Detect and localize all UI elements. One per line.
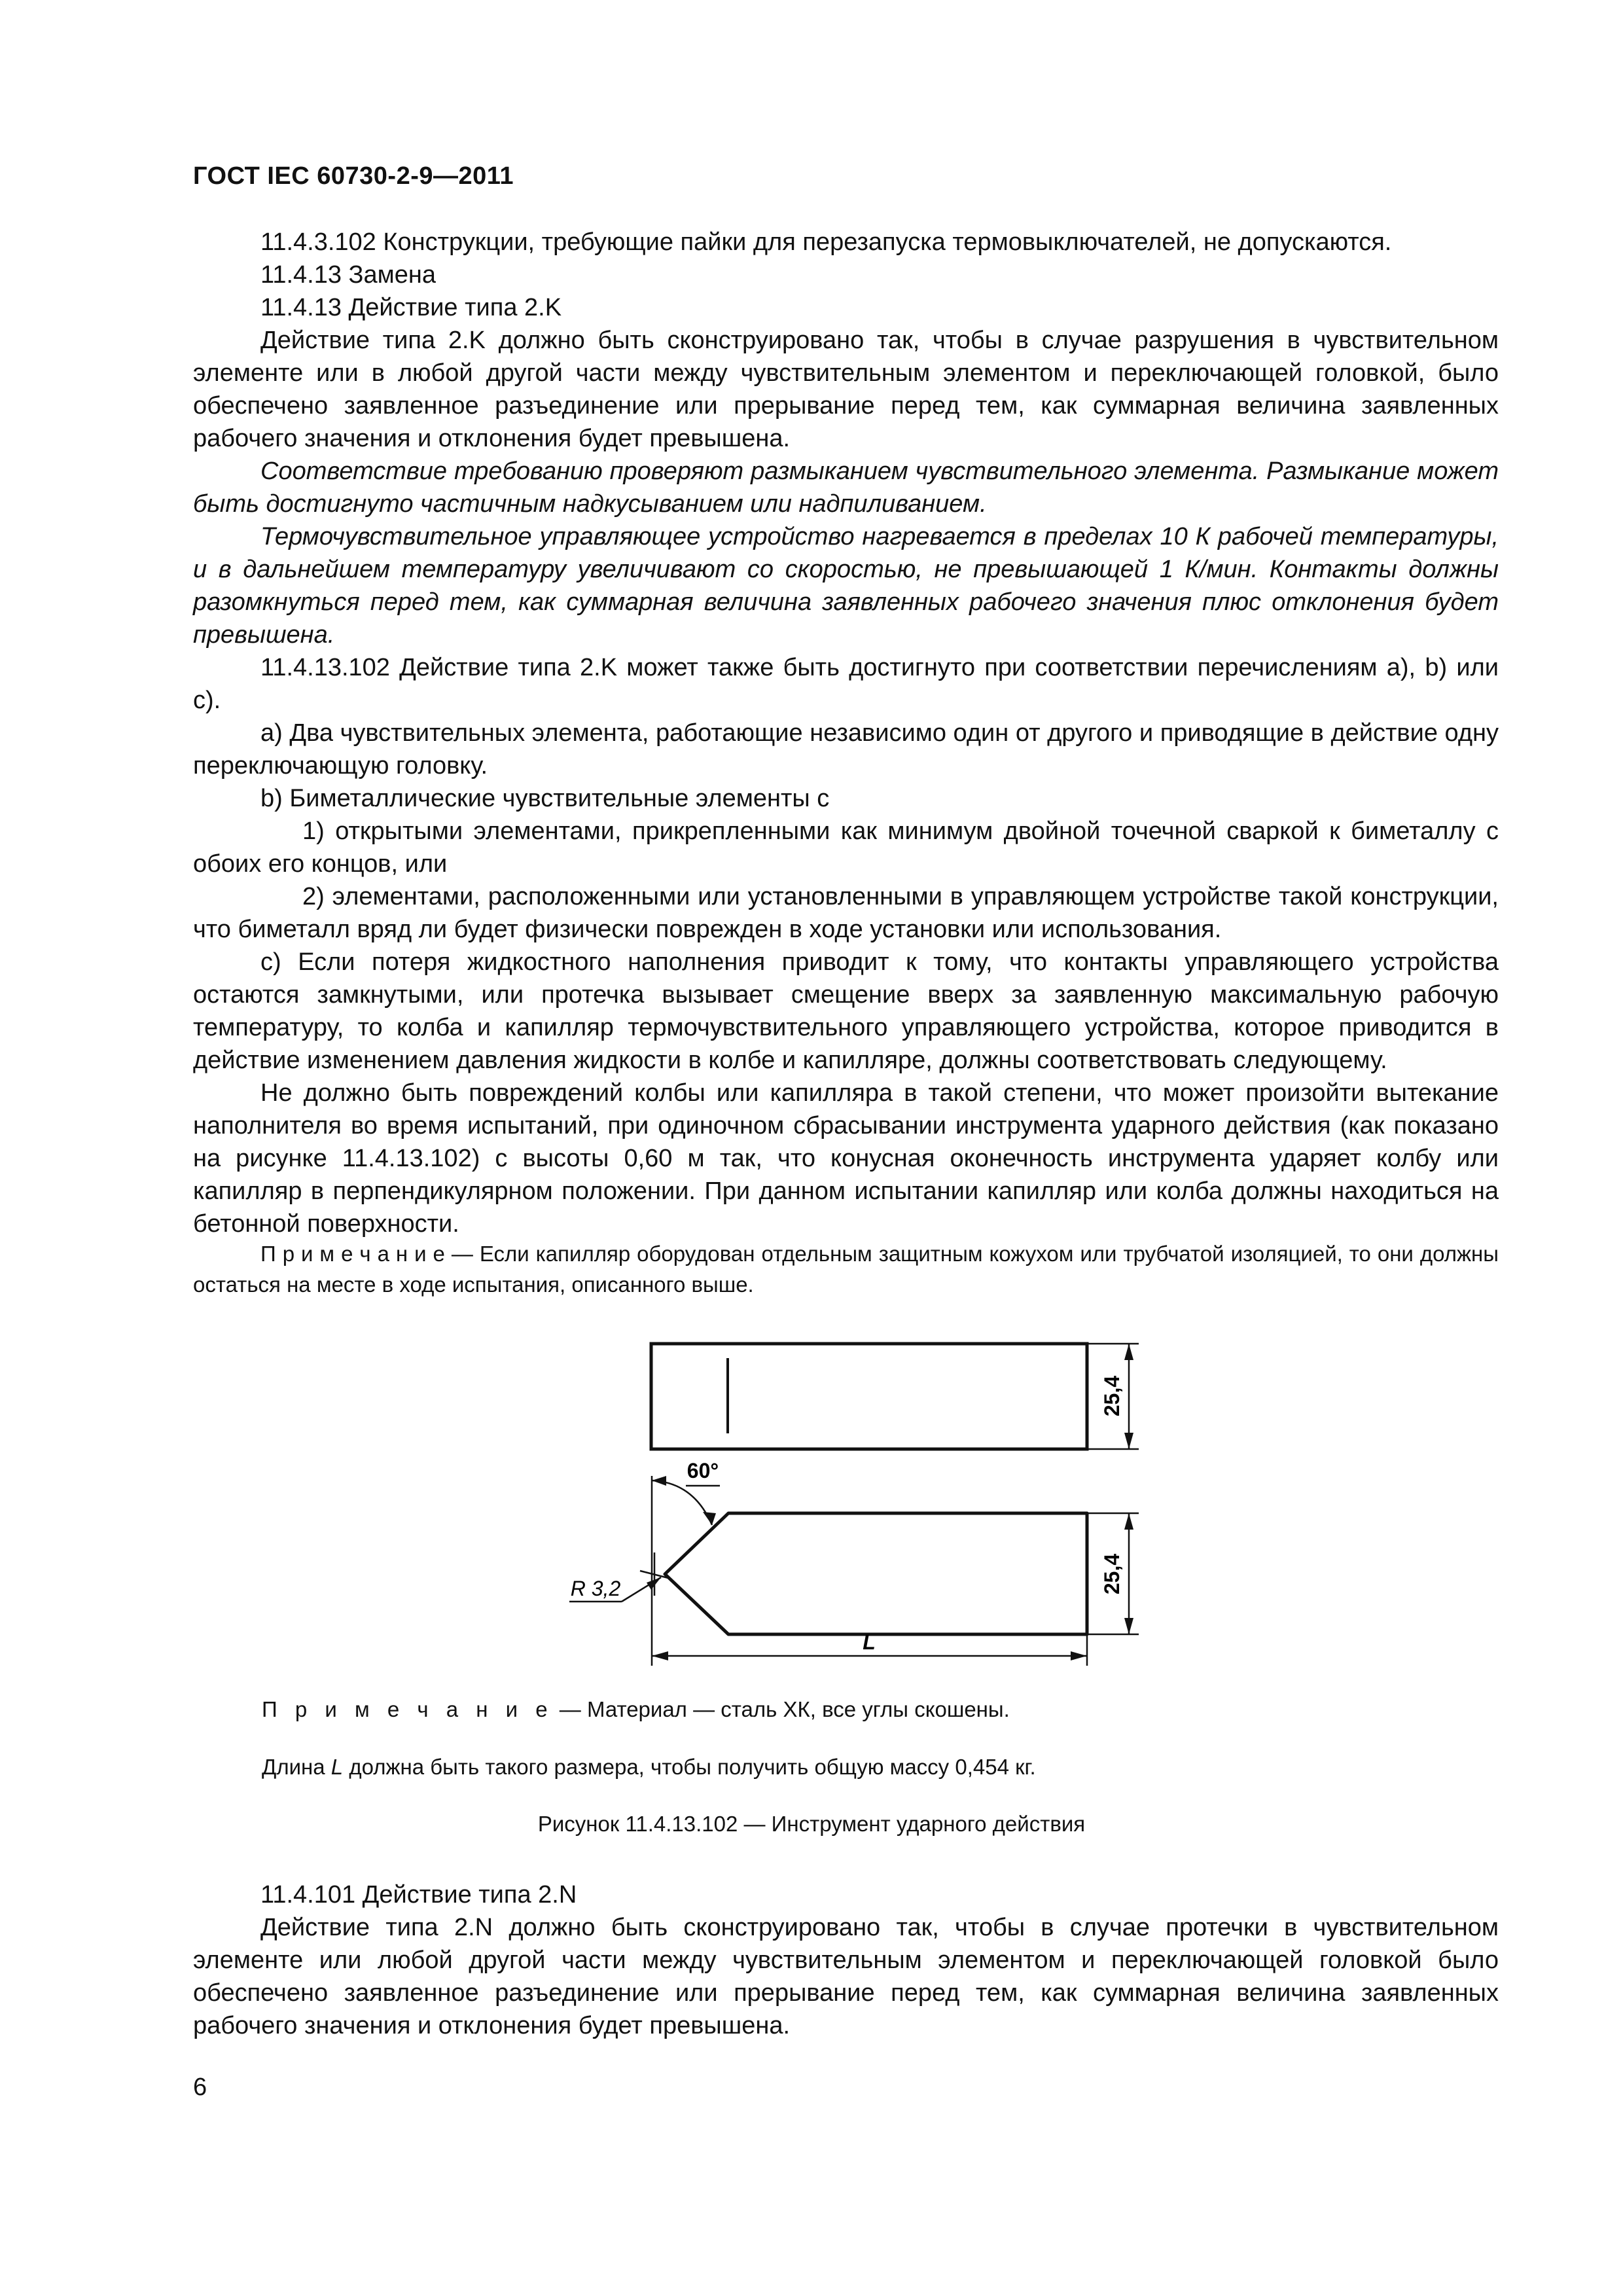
list-item-a: a) Два чувствительных элемента, работающие независимо один от другого и приводящие в действие одну переключающую головку. — [193, 719, 1499, 780]
figure-note-text: — Материал — сталь ХК, все углы скошены. — [553, 1697, 1010, 1721]
page-number: 6 — [193, 2073, 207, 2101]
main-text — [193, 226, 1499, 1240]
note-label: П р и м е ч а н и е — [260, 1242, 445, 1266]
figure-note — [262, 1695, 1010, 1724]
document-header: ГОСТ IEC 60730-2-9—2011 — [193, 162, 514, 190]
paragraph-compliance-check: Соответствие требованию проверяют размыканием чувствительного элемента. Размыкание может быть достигнуто частичным надкусыванием или надпиливанием. — [193, 457, 1499, 518]
list-item-c: c) Если потеря жидкостного наполнения приводит к тому, что контакты управляющего устройства остаются замкнутыми, или протечка вызывает смещение вверх за заявленную максимальную рабочую температуру, то колба и капилляр термочувствительного управляющего устройства, которое приводится в действие изменением давления жидкости в колбе и капилляре, должны соответствовать следующему. — [193, 948, 1499, 1074]
radius-label: R 3,2 — [570, 1577, 621, 1600]
length-note-suffix: должна быть такого размера, чтобы получить общую массу 0,454 кг. — [343, 1755, 1036, 1779]
length-note-symbol: L — [330, 1755, 344, 1779]
paragraph-11-4-101: 11.4.101 Действие типа 2.N — [260, 1881, 577, 1909]
length-note-prefix: Длина — [262, 1755, 331, 1779]
angle-arc — [652, 1480, 712, 1525]
length-label: L — [863, 1630, 876, 1654]
figure-length-note — [262, 1753, 1036, 1782]
paragraph-type-2k-definition: Действие типа 2.K должно быть сконструировано так, чтобы в случае разрушения в чувствительном элементе или в любой другой части между чувствительным элементом и переключающей головкой, было обеспечено заявленное разъединение или прерывание перед тем, как суммарная величина заявленных рабочего значения и отклонения будет превышена. — [193, 327, 1499, 452]
paragraph-11-4-13-heading: 11.4.13 Действие типа 2.K — [260, 294, 562, 321]
paragraph-type-2n-definition: Действие типа 2.N должно быть сконструировано так, чтобы в случае протечки в чувствительном элементе или любой другой части между чувствительным элементом и переключающей головкой было обеспечено заявленное разъединение или прерывание перед тем, как суммарная величина заявленных рабочего значения и отклонения будет превышена. — [193, 1914, 1499, 2039]
dimension-bottom-label: 25,4 — [1100, 1553, 1124, 1595]
angle-label: 60° — [687, 1459, 719, 1482]
note-capillary — [193, 1238, 1499, 1300]
paragraph-impact-test: Не должно быть повреждений колбы или капилляра в такой степени, что может произойти вытекание наполнителя во время испытаний, при одиночном сбрасывании инструмента ударного действия (как показано на рисунке 11.4.13.102) с высоты 0,60 м так, что конусная оконечность инструмента ударяет колбу или капилляр в перпендикулярном положении. При данном испытании капилляр или колба должны находиться на бетонной поверхности. — [193, 1079, 1499, 1238]
list-item-b2: 2) элементами, расположенными или установленными в управляющем устройстве такой конструкции, что биметалл вряд ли будет физически поврежден в ходе установки или использования. — [193, 883, 1499, 943]
paragraph-11-4-13-replace: 11.4.13 Замена — [260, 261, 436, 289]
note-text: — Если капилляр оборудован отдельным защитным кожухом или трубчатой изоляцией, то они должны остаться на месте в ходе испытания, описанного выше. — [193, 1242, 1499, 1297]
impact-tool-figure — [524, 1309, 1165, 1676]
dimension-top-label: 25,4 — [1100, 1375, 1124, 1417]
tool-top-view — [651, 1344, 1087, 1449]
figure-caption: Рисунок 11.4.13.102 — Инструмент ударного действия — [537, 1812, 1086, 1836]
list-item-b1: 1) открытыми элементами, прикрепленными как минимум двойной точечной сваркой к биметаллу с обоих его концов, или — [193, 817, 1499, 878]
paragraph-heating-test: Термочувствительное управляющее устройство нагревается в пределах 10 К рабочей температуры, и в дальнейшем температуру увеличивают со скоростью, не превышающей 1 К/мин. Контакты должны разомкнуться перед тем, как суммарная величина заявленных рабочего значения плюс отклонения будет превышена. — [193, 523, 1499, 649]
paragraph-11-4-3-102: 11.4.3.102 Конструкции, требующие пайки для перезапуска термовыключателей, не допускаются. — [260, 228, 1392, 256]
section-type-2n — [193, 1878, 1499, 2042]
list-item-b: b) Биметаллические чувствительные элементы с — [260, 785, 830, 812]
paragraph-11-4-13-102: 11.4.13.102 Действие типа 2.K может также быть достигнуто при соответствии перечислениям a), b) или c). — [193, 654, 1499, 714]
tool-side-view — [665, 1513, 1087, 1634]
figure-note-label: П р и м е ч а н и е — [262, 1697, 554, 1721]
